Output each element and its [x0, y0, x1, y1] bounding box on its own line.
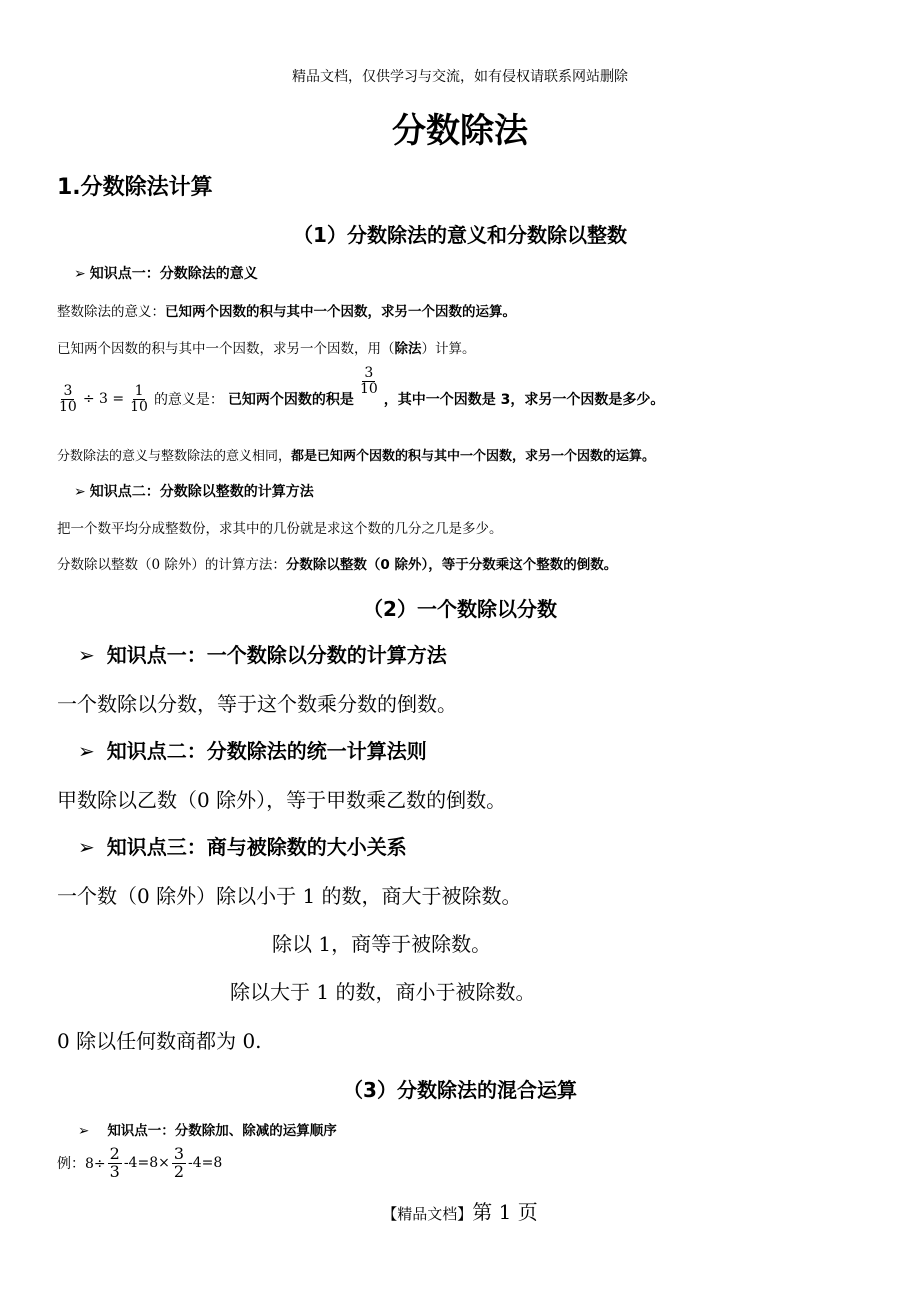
mixed-operation-example [57, 1146, 222, 1181]
denominator: 2 [173, 1161, 185, 1181]
subsection-heading-2: （2）一个数除以分数 [363, 597, 557, 621]
fraction-2-3 [108, 1146, 122, 1181]
fraction-division-meaning [57, 445, 655, 464]
knowledge-point-title: 知识点三：商与被除数的大小关系 [106, 835, 407, 859]
division-usage-line [57, 337, 476, 357]
quotient-rule-greater-than-1: 除以大于 1 的数，商小于被除数。 [230, 980, 536, 1004]
example-suffix: -4=8 [188, 1155, 223, 1172]
knowledge-point-title: 知识点一：分数除加、除减的运算顺序 [107, 1123, 337, 1139]
text-bold: 都是已知两个因数的积与其中一个因数，求另一个因数的运算。 [291, 449, 656, 464]
arrow-bullet-icon: ➢ [74, 484, 86, 500]
fraction-1-10 [128, 384, 150, 414]
zero-dividend-rule: 0 除以任何数商都为 0. [57, 1029, 262, 1053]
text-bold: 已知两个因数的积与其中一个因数，求另一个因数的运算。 [165, 304, 516, 320]
text-bold: 除法 [394, 341, 422, 357]
knowledge-point-title: 知识点二：分数除法的统一计算法则 [106, 739, 427, 763]
subsection-heading-1: （1）分数除法的意义和分数除以整数 [293, 223, 627, 247]
fraction-3-2 [172, 1146, 186, 1181]
fraction-3-10 [57, 384, 79, 414]
document-title: 分数除法 [392, 111, 528, 151]
meaning-label: 的意义是： [153, 392, 224, 409]
text-bold: ，其中一个因数是 3，求另一个因数是多少。 [383, 392, 665, 409]
fraction-3-10-raised [358, 366, 380, 396]
example-middle: -4=8× [123, 1155, 170, 1172]
text-suffix: ）计算。 [421, 341, 476, 357]
denominator: 10 [359, 380, 378, 397]
subsection-heading-3: （3）分数除法的混合运算 [343, 1078, 577, 1102]
divide-by-fraction-rule: 一个数除以分数，等于这个数乘分数的倒数。 [57, 692, 457, 716]
arrow-bullet-icon: ➢ [74, 266, 86, 282]
knowledge-point-title: 知识点一：一个数除以分数的计算方法 [106, 643, 447, 667]
denominator: 10 [130, 398, 148, 415]
numerator: 2 [109, 1144, 120, 1163]
quotient-rule-equal-1: 除以 1，商等于被除数。 [272, 932, 492, 956]
knowledge-point-1-1 [74, 263, 258, 283]
numerator: 3 [63, 383, 73, 399]
knowledge-point-2-2 [78, 735, 427, 764]
operator-text: ÷ 3 = [82, 391, 125, 408]
knowledge-point-2-3 [78, 831, 407, 860]
text-prefix: 分数除以整数（0 除外）的计算方法： [57, 557, 286, 573]
numerator: 3 [173, 1144, 185, 1163]
arrow-bullet-icon: ➢ [78, 643, 95, 667]
numerator: 1 [134, 383, 144, 399]
text-bold: 已知两个因数的积是 [227, 392, 354, 409]
example-prefix: 例：8÷ [57, 1156, 106, 1173]
text-prefix: 分数除法的意义与整数除法的意义相同， [57, 449, 292, 464]
equal-parts-line: 把一个数平均分成整数份，求其中的几份就是求这个数的几分之几是多少。 [57, 521, 503, 537]
knowledge-point-title: 知识点二：分数除以整数的计算方法 [89, 484, 314, 500]
footer-tag: 【精品文档】 [382, 1205, 473, 1223]
knowledge-point-title: 知识点一：分数除法的意义 [89, 266, 258, 282]
page-number: 第 1 页 [472, 1200, 538, 1224]
unified-rule-text: 甲数除以乙数（0 除外），等于甲数乘乙数的倒数。 [57, 788, 507, 812]
text-bold: 分数除以整数（0 除外），等于分数乘这个整数的倒数。 [285, 557, 618, 573]
integer-division-meaning [57, 300, 516, 320]
knowledge-point-3-1 [78, 1119, 337, 1139]
arrow-bullet-icon: ➢ [78, 739, 95, 763]
quotient-rule-less-than-1: 一个数（0 除外）除以小于 1 的数，商大于被除数。 [57, 884, 522, 908]
page-header-note: 精品文档，仅供学习与交流，如有侵权请联系网站删除 [292, 69, 628, 85]
section-heading-1: 1.分数除法计算 [57, 175, 213, 200]
arrow-bullet-icon: ➢ [78, 1123, 90, 1139]
numerator: 3 [364, 365, 374, 381]
text-prefix: 整数除法的意义： [57, 304, 165, 320]
knowledge-point-1-2 [74, 481, 314, 501]
denominator: 3 [109, 1161, 120, 1181]
knowledge-point-2-1 [78, 639, 447, 668]
arrow-bullet-icon: ➢ [78, 835, 95, 859]
fraction-meaning-line [57, 365, 665, 415]
division-by-integer-method [57, 553, 617, 573]
text-prefix: 已知两个因数的积与其中一个因数，求另一个因数，用（ [57, 341, 395, 357]
denominator: 10 [59, 398, 77, 415]
page-footer [0, 1196, 920, 1225]
